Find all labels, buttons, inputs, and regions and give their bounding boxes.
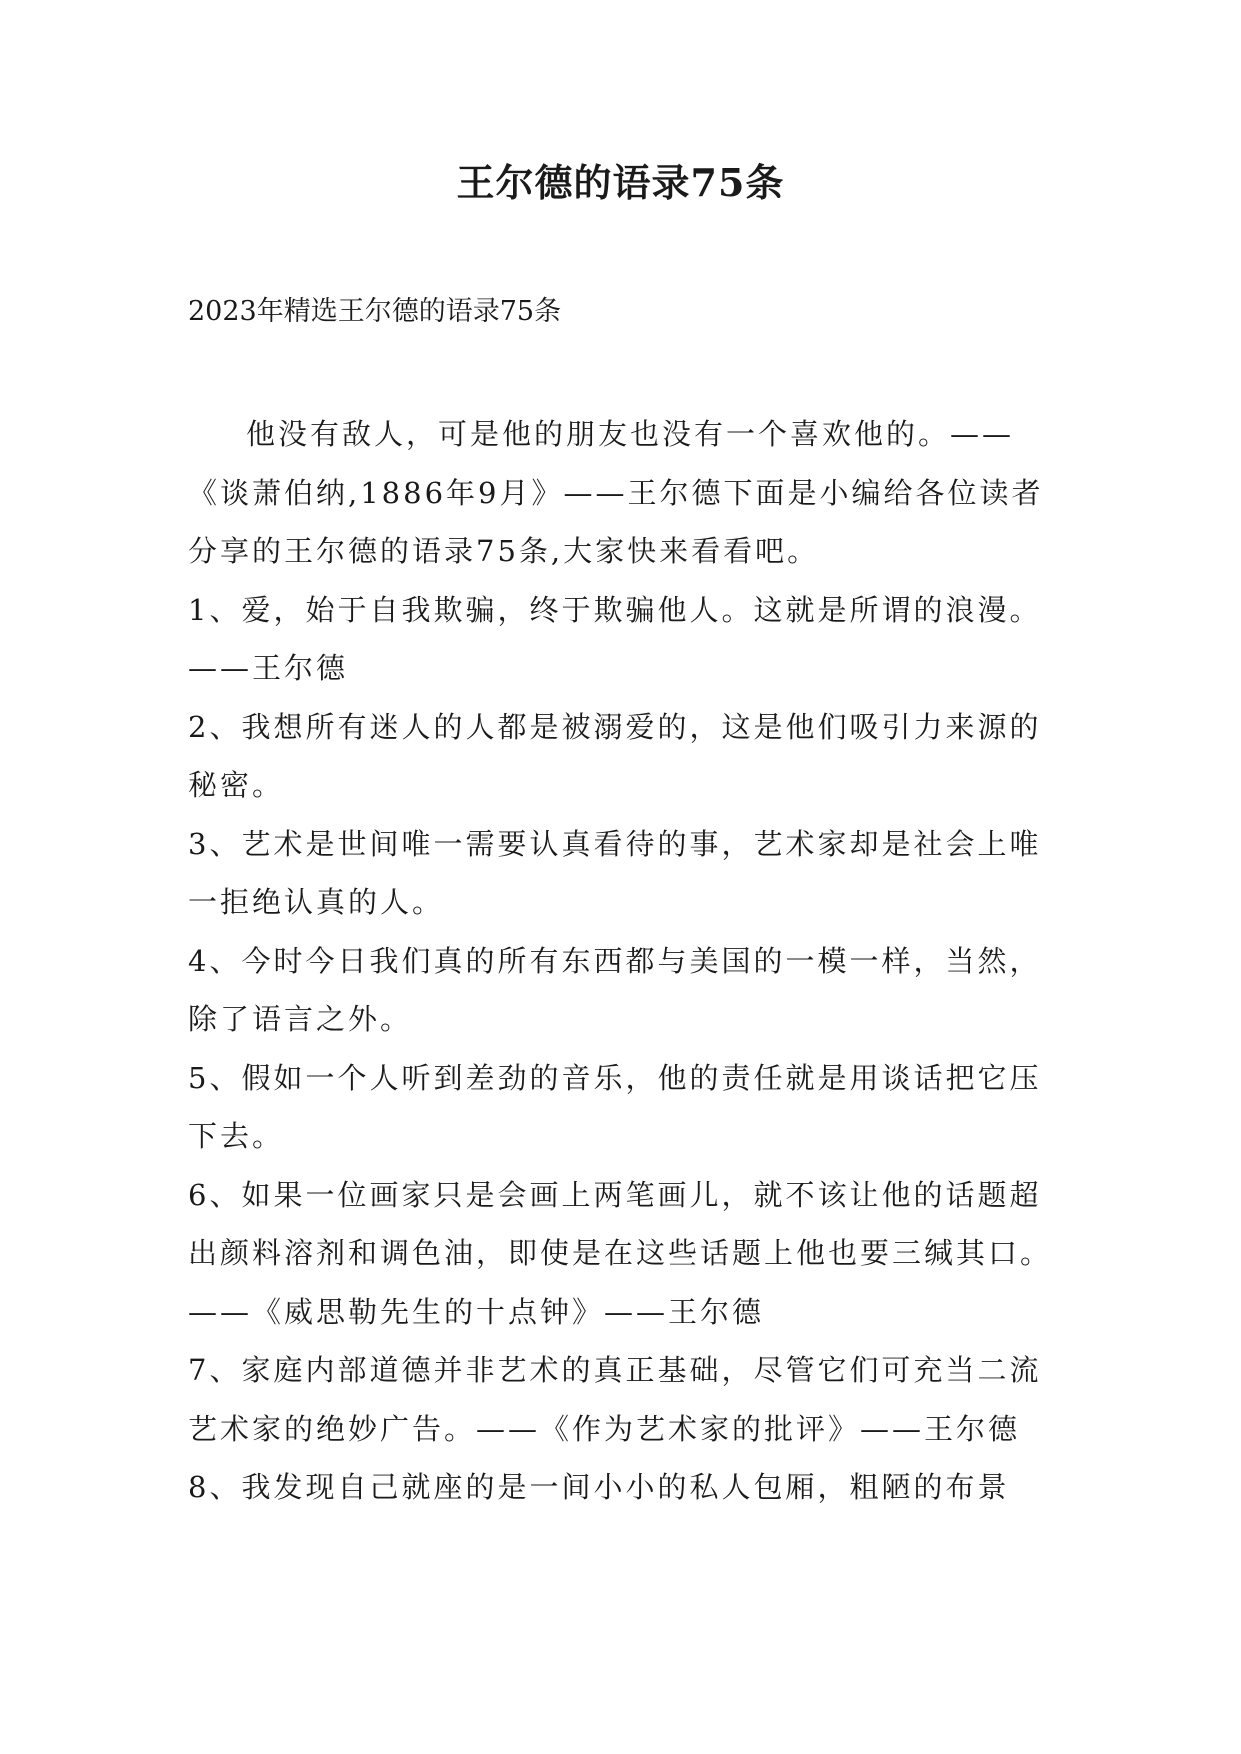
quote-item-8: 8、我发现自己就座的是一间小小的私人包厢，粗陋的布景 <box>188 1470 1010 1504</box>
quote-item-3: 3、艺术是世间唯一需要认真看待的事，艺术家却是社会上唯一拒绝认真的人。 <box>188 826 1042 919</box>
document-title: 王尔德的语录75条 <box>456 160 785 205</box>
quote-item-1: 1、爱，始于自我欺骗，终于欺骗他人。这就是所谓的浪漫。——王尔德 <box>188 592 1042 685</box>
document-subtitle: 2023年精选王尔德的语录75条 <box>188 296 562 327</box>
quote-item-7: 7、家庭内部道德并非艺术的真正基础，尽管它们可充当二流艺术家的绝妙广告。——《作为艺术家的批评》——王尔德 <box>188 1353 1042 1446</box>
quote-item-2: 2、我想所有迷人的人都是被溺爱的，这是他们吸引力来源的秘密。 <box>188 709 1042 802</box>
intro-paragraph: 他没有敌人，可是他的朋友也没有一个喜欢他的。——《谈萧伯纳,1886年9月》——王尔德下面是小编给各位读者分享的王尔德的语录75条,大家快来看看吧。 <box>188 417 1044 568</box>
quote-item-6: 6、如果一位画家只是会画上两笔画儿，就不该让他的话题超出颜料溶剂和调色油，即使是在这些话题上他也要三缄其口。——《威思勒先生的十点钟》——王尔德 <box>188 1177 1053 1329</box>
document-body <box>188 405 1068 1517</box>
quote-item-5: 5、假如一个人听到差劲的音乐，他的责任就是用谈话把它压下去。 <box>188 1060 1042 1153</box>
quote-item-4: 4、今时今日我们真的所有东西都与美国的一模一样，当然，除了语言之外。 <box>188 943 1042 1036</box>
